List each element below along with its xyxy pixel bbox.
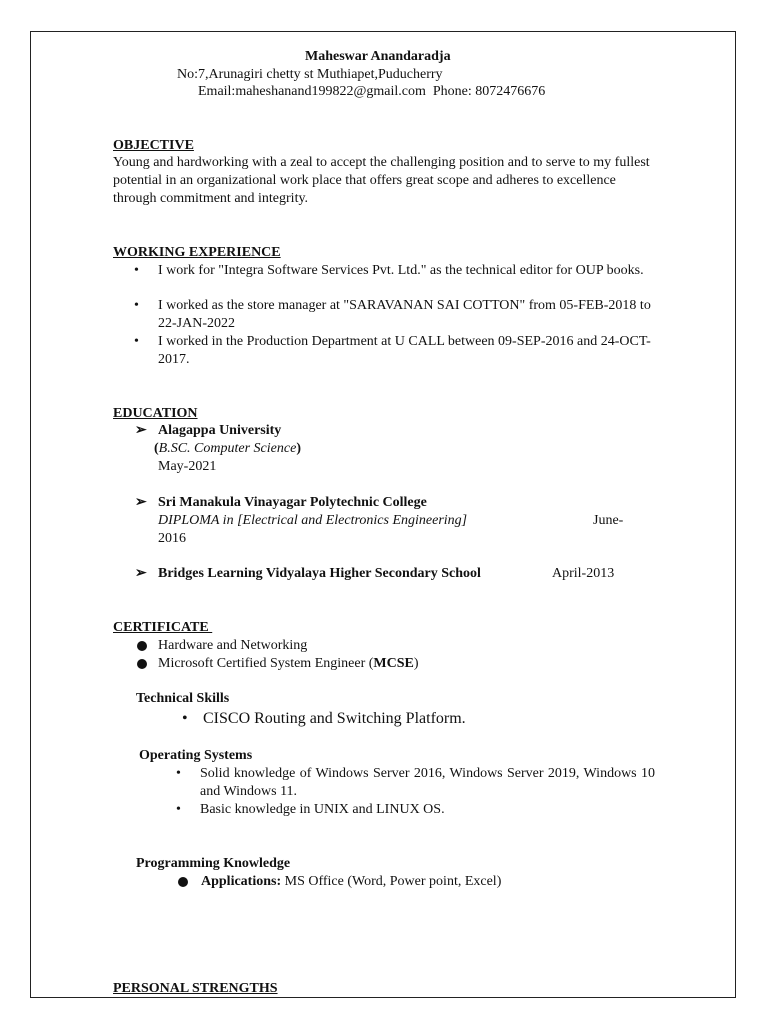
bullet-icon: • [134, 334, 139, 349]
contact-line: Email:maheshanand199822@gmail.com Phone: 8072476676 [198, 84, 546, 99]
degree-line: DIPLOMA in [Electrical and Electronics Engineering] [158, 513, 468, 528]
school-name: Alagappa University [158, 423, 282, 438]
bullet-icon: • [176, 766, 181, 781]
programming-item: Applications: MS Office (Word, Power point, Excel) [201, 874, 502, 889]
technical-skills-heading: Technical Skills [136, 691, 230, 706]
operating-systems-heading: Operating Systems [139, 748, 253, 763]
experience-item: I work for "Integra Software Services Pvt. Ltd." as the technical editor for OUP books. [158, 263, 644, 278]
degree-line: (B.SC. Computer Science) [154, 441, 301, 456]
education-date: 2016 [158, 531, 186, 546]
education-date: May-2021 [158, 459, 217, 474]
certificate-heading: CERTIFICATE [113, 620, 213, 635]
bullet-icon: • [134, 263, 139, 278]
education-heading: EDUCATION [113, 406, 198, 421]
experience-heading: WORKING EXPERIENCE [113, 245, 281, 260]
programming-heading: Programming Knowledge [136, 856, 291, 871]
school-name: Bridges Learning Vidyalaya Higher Secondary School [158, 566, 481, 581]
education-date: April-2013 [552, 566, 615, 581]
os-item: Basic knowledge in UNIX and LINUX OS. [200, 802, 445, 817]
skill-item: CISCO Routing and Switching Platform. [203, 710, 466, 727]
certificate-item: Hardware and Networking [158, 638, 308, 653]
bullet-icon: • [182, 710, 188, 727]
os-item: Solid knowledge of Windows Server 2016, Windows Server 2019, Windows 10 and Windows 11. [200, 766, 655, 799]
arrow-bullet-icon: ➢ [135, 495, 147, 510]
arrow-bullet-icon: ➢ [135, 566, 147, 581]
certificate-item: Microsoft Certified System Engineer (MCSE) [158, 656, 419, 671]
address-line: No:7,Arunagiri chetty st Muthiapet,Puducherry [177, 67, 443, 82]
experience-item: I worked in the Production Department at U CALL between 09-SEP-2016 and 24-OCT-2017. [158, 334, 651, 367]
experience-item: I worked as the store manager at "SARAVANAN SAI COTTON" from 05-FEB-2018 to 22-JAN-2022 [158, 298, 651, 331]
bullet-icon: • [134, 298, 139, 313]
objective-text: Young and hardworking with a zeal to accept the challenging position and to serve to my fullest potential in an organizational work place that offers great scope and adheres to excellence through commitment and integrity. [113, 155, 650, 206]
bullet-icon [137, 659, 147, 669]
bullet-icon [178, 877, 188, 887]
arrow-bullet-icon: ➢ [135, 423, 147, 438]
school-name: Sri Manakula Vinayagar Polytechnic College [158, 495, 427, 510]
objective-heading: OBJECTIVE [113, 138, 194, 153]
bullet-icon [137, 641, 147, 651]
bullet-icon: • [176, 802, 181, 817]
education-date: June- [593, 513, 624, 528]
candidate-name: Maheswar Anandaradja [305, 49, 451, 64]
strengths-heading: PERSONAL STRENGTHS [113, 981, 278, 996]
